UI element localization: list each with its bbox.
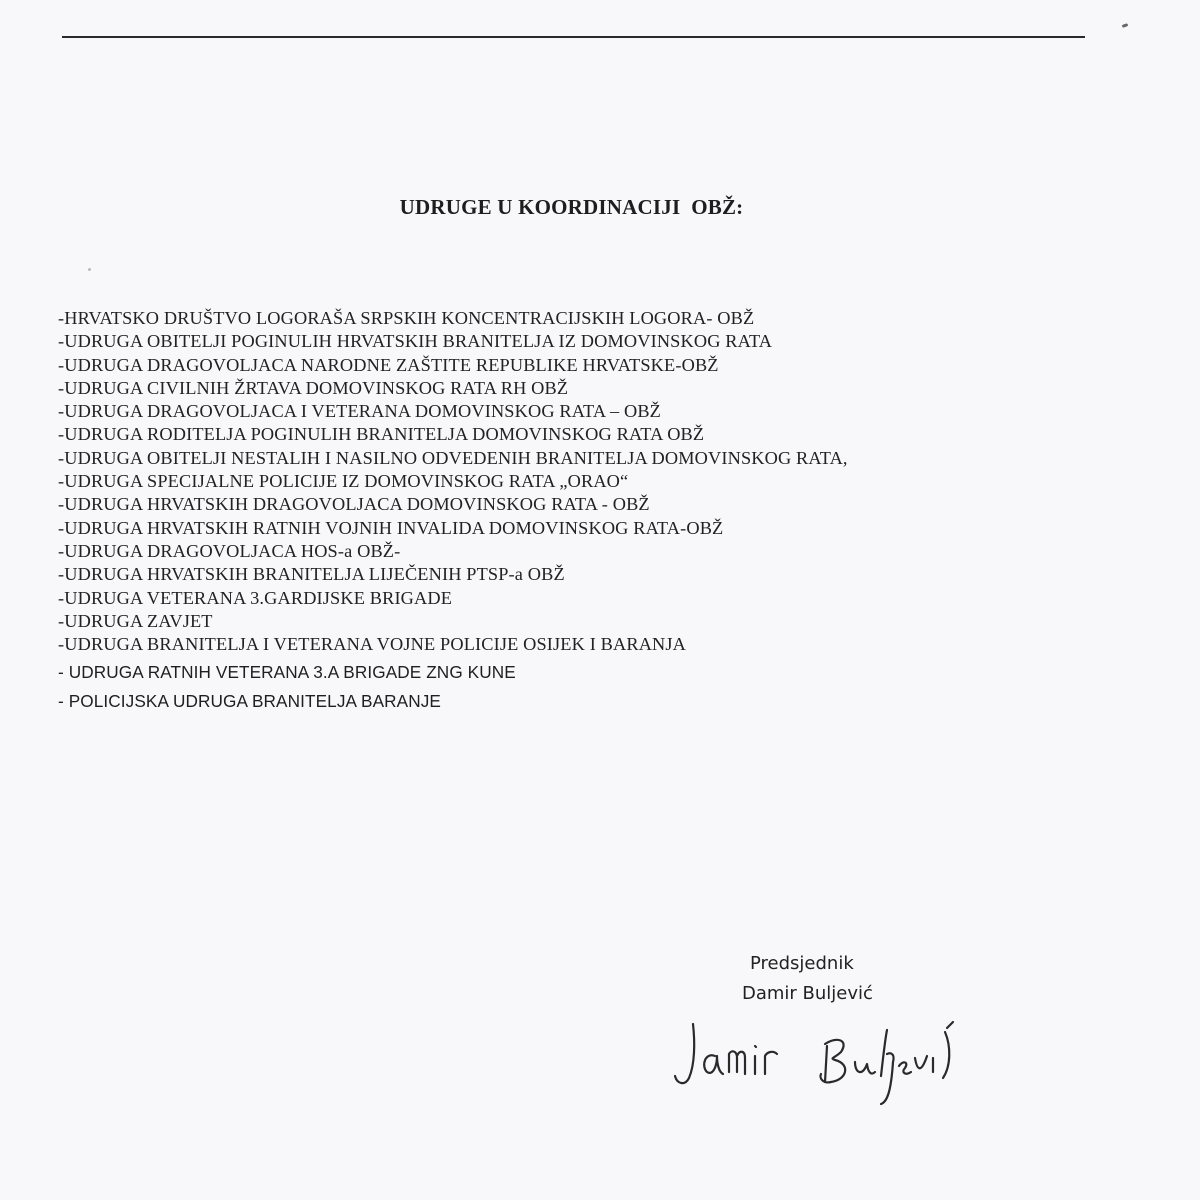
handwritten-signature (665, 992, 965, 1112)
scan-speck (88, 268, 91, 271)
association-item: -UDRUGA DRAGOVOLJACA HOS-a OBŽ- (58, 540, 401, 561)
association-list (58, 307, 1168, 714)
association-item: -UDRUGA CIVILNIH ŽRTAVA DOMOVINSKOG RATA RH OBŽ (58, 377, 569, 398)
association-item: -UDRUGA BRANITELJA I VETERANA VOJNE POLICIJE OSIJEK I BARANJA (58, 634, 687, 655)
association-item: -UDRUGA OBITELJI NESTALIH I NASILNO ODVEDENIH BRANITELJA DOMOVINSKOG RATA, (58, 447, 848, 468)
association-item: -UDRUGA HRVATSKIH DRAGOVOLJACA DOMOVINSKOG RATA - OBŽ (58, 494, 650, 515)
scan-mark (1122, 23, 1129, 28)
association-item: -UDRUGA DRAGOVOLJACA I VETERANA DOMOVINSKOG RATA – OBŽ (58, 401, 661, 422)
association-item: -UDRUGA HRVATSKIH BRANITELJA LIJEČENIH PTSP-a OBŽ (58, 564, 565, 585)
association-item: - POLICIJSKA UDRUGA BRANITELJA BARANJE (58, 691, 441, 712)
document-title: UDRUGE U KOORDINACIJI OBŽ: (399, 195, 744, 219)
top-rule-divider (62, 36, 1085, 38)
association-item: -HRVATSKO DRUŠTVO LOGORAŠA SRPSKIH KONCENTRACIJSKIH LOGORA- OBŽ (58, 308, 755, 328)
association-item: -UDRUGA SPECIJALNE POLICIJE IZ DOMOVINSKOG RATA „ORAO“ (58, 471, 629, 492)
signatory-name: Damir Buljević (742, 983, 873, 1004)
association-item: -UDRUGA OBITELJI POGINULIH HRVATSKIH BRANITELJA IZ DOMOVINSKOG RATA (58, 331, 773, 352)
association-item: -UDRUGA RODITELJA POGINULIH BRANITELJA DOMOVINSKOG RATA OBŽ (58, 424, 705, 445)
association-item: -UDRUGA ZAVJET (58, 610, 213, 631)
signatory-role: Predsjednik (750, 953, 854, 974)
association-item: -UDRUGA HRVATSKIH RATNIH VOJNIH INVALIDA DOMOVINSKOG RATA-OBŽ (58, 517, 724, 538)
association-item: -UDRUGA VETERANA 3.GARDIJSKE BRIGADE (58, 587, 453, 608)
association-item: - UDRUGA RATNIH VETERANA 3.A BRIGADE ZNG KUNE (58, 662, 516, 683)
association-item: -UDRUGA DRAGOVOLJACA NARODNE ZAŠTITE REPUBLIKE HRVATSKE-OBŽ (58, 354, 719, 375)
